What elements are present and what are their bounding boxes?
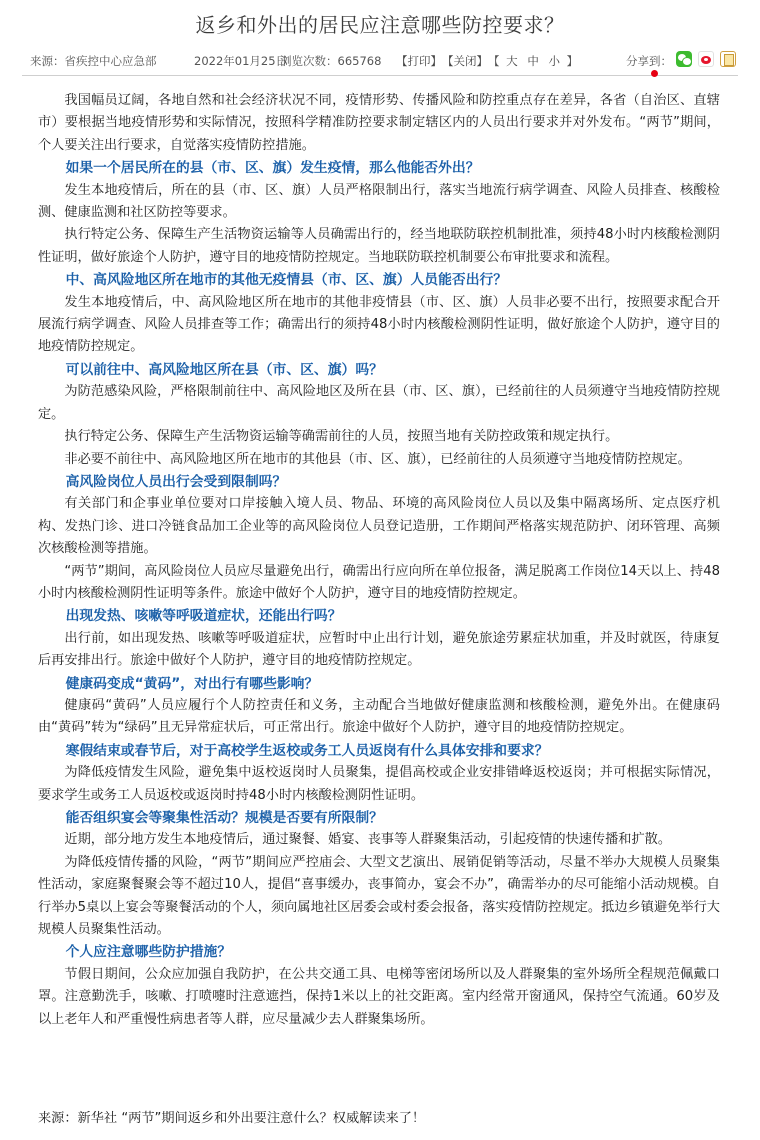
section-heading: 如果一个居民所在的县（市、区、旗）发生疫情，那么他能否外出？ bbox=[65, 160, 480, 177]
view-count-value: 665768 bbox=[337, 54, 382, 68]
body-paragraph: 近期，部分地方发生本地疫情后，通过聚餐、婚宴、丧事等人群聚集活动，引起疫情的快速传播和扩散。 bbox=[64, 832, 672, 848]
body-paragraph: “两节”期间，高风险岗位人员应尽量避免出行，确需出行应向所在单位报备，满足脱离工作岗位14天以上、持48小时内核酸检测阴性证明等条件。旅途中做好个人防护，遵守目的地疫情防控规定。 bbox=[38, 563, 720, 601]
body-paragraph: 有关部门和企事业单位要对口岸接触入境人员、物品、环境的高风险岗位人员以及集中隔离场所、定点医疗机构、发热门诊、进口冷链食品加工企业等的高风险岗位人员登记造册，工作期间严格落实规范防护、闭环管理、高频次核酸检测等措施。 bbox=[38, 496, 720, 557]
body-paragraph: 执行特定公务、保障生产生活物资运输等人员确需出行的，经当地联防联控机制批准，须持48小时内核酸检测阴性证明，做好旅途个人防护，遵守目的地疫情防控规定。当地联防联控机制要公布审批要求和流程。 bbox=[38, 227, 720, 265]
copy-icon[interactable] bbox=[720, 51, 736, 67]
body-paragraph: 我国幅员辽阔，各地自然和社会经济状况不同，疫情形势、传播风险和防控重点存在差异，各省（自治区、直辖市）要根据当地疫情形势和实际情况，按照科学精准防控要求制定辖区内的人员出行要求并对外发布。“两节”期间，个人要关注出行要求，自觉落实疫情防控措施。 bbox=[38, 93, 720, 153]
body-paragraph: 为降低疫情发生风险，避免集中返校返岗时人员聚集，提倡高校或企业安排错峰返校返岗；并可根据实际情况，要求学生或务工人员返校或返岗时持48小时内核酸检测阴性证明。 bbox=[38, 765, 720, 803]
section-heading: 可以前往中、高风险地区所在县（市、区、旗）吗？ bbox=[65, 361, 383, 378]
section-heading: 中、高风险地区所在地市的其他无疫情县（市、区、旗）人员能否出行？ bbox=[65, 272, 508, 289]
font-size-medium-link[interactable]: 中 bbox=[527, 54, 539, 68]
footer-source: 来源：新华社 “两节”期间返乡和外出要注意什么？权威解读来了！ bbox=[38, 1111, 426, 1126]
body-paragraph: 非必要不前往中、高风险地区所在地市的其他县（市、区、旗），已经前往的人员须遵守当地疫情防控规定。 bbox=[64, 451, 691, 467]
notification-dot bbox=[651, 70, 658, 77]
share-label: 分享到： bbox=[626, 54, 672, 68]
publish-date: 2022年01月25日 bbox=[194, 54, 288, 68]
body-paragraph: 为防范感染风险，严格限制前往中、高风险地区及所在县（市、区、旗），已经前往的人员须遵守当地疫情防控规定。 bbox=[38, 384, 720, 422]
close-link[interactable]: 【关闭】 bbox=[442, 54, 488, 68]
font-size-selector bbox=[488, 53, 578, 69]
print-link[interactable]: 【打印】 bbox=[396, 54, 442, 68]
body-paragraph: 健康码“黄码”人员应履行个人防控责任和义务，主动配合当地做好健康监测和核酸检测，避免外出。在健康码由“黄码”转为“绿码”且无异常症状后，可正常出行。旅途中做好个人防护，遵守目的地疫情防控规定。 bbox=[38, 697, 720, 736]
body-paragraph: 发生本地疫情后，所在的县（市、区、旗）人员严格限制出行，落实当地流行病学调查、风险人员排查、核酸检测、健康监测和社区防控等要求。 bbox=[38, 182, 720, 221]
font-size-bracket-open: 【 bbox=[488, 54, 500, 68]
view-count bbox=[280, 53, 381, 69]
wechat-icon[interactable] bbox=[676, 51, 692, 67]
weibo-icon[interactable] bbox=[698, 51, 714, 67]
body-paragraph: 执行特定公务、保障生产生活物资运输等确需前往的人员，按照当地有关防控政策和规定执行。 bbox=[64, 429, 619, 445]
font-size-bracket-close: 】 bbox=[566, 54, 579, 68]
section-heading: 高风险岗位人员出行会受到限制吗？ bbox=[65, 473, 287, 490]
source-text: 来源：省疾控中心应急部 bbox=[30, 54, 157, 68]
font-size-small-link[interactable]: 小 bbox=[548, 54, 560, 68]
section-heading: 寒假结束或春节后，对于高校学生返校或务工人员返岗有什么具体安排和要求？ bbox=[65, 742, 549, 759]
page-title: 返乡和外出的居民应注意哪些防控要求？ bbox=[195, 13, 565, 37]
section-heading: 个人应注意哪些防护措施？ bbox=[65, 944, 232, 961]
font-size-large-link[interactable]: 大 bbox=[506, 54, 518, 68]
body-paragraph: 为降低疫情传播的风险，“两节”期间应严控庙会、大型文艺演出、展销促销等活动，尽量不举办大规模人员聚集性活动，家庭聚餐聚会等不超过10人，提倡“喜事缓办，丧事简办，宴会不办”，确需举办的尽可能缩小活动规模。自行举办5桌以上宴会等聚餐活动的个人，须向属地社区居委会或村委会报备，落实疫情防控规定。抵边乡镇避免举行大规模人员聚集性活动。 bbox=[38, 854, 720, 938]
body-paragraph: 发生本地疫情后，中、高风险地区所在地市的其他非疫情县（市、区、旗）人员非必要不出行，按照要求配合开展流行病学调查、风险人员排查等工作；确需出行的须持48小时内核酸检测阴性证明，做好旅途个人防护，遵守目的地疫情防控规定。 bbox=[38, 294, 720, 355]
meta-bar bbox=[22, 48, 738, 76]
section-heading: 出现发热、咳嗽等呼吸道症状，还能出行吗？ bbox=[65, 608, 342, 625]
section-heading: 健康码变成“黄码”，对出行有哪些影响？ bbox=[65, 675, 319, 692]
body-paragraph: 出行前，如出现发热、咳嗽等呼吸道症状，应暂时中止出行计划，避免旅途劳累症状加重，并及时就医，待康复后再安排出行。旅途中做好个人防护，遵守目的地疫情防控规定。 bbox=[38, 630, 720, 669]
view-count-label: 浏览次数： bbox=[280, 54, 338, 68]
body-paragraph: 节假日期间，公众应加强自我防护，在公共交通工具、电梯等密闭场所以及人群聚集的室外场所全程规范佩戴口罩。注意勤洗手，咳嗽、打喷嚏时注意遮挡，保持1米以上的社交距离。室内经常开窗通风，保持空气流通。60岁及以上老年人和严重慢性病患者等人群，应尽量减少去人群聚集场所。 bbox=[38, 966, 720, 1027]
section-heading: 能否组织宴会等聚集性活动？规模是否要有所限制？ bbox=[65, 810, 383, 826]
article-body bbox=[38, 90, 720, 1031]
